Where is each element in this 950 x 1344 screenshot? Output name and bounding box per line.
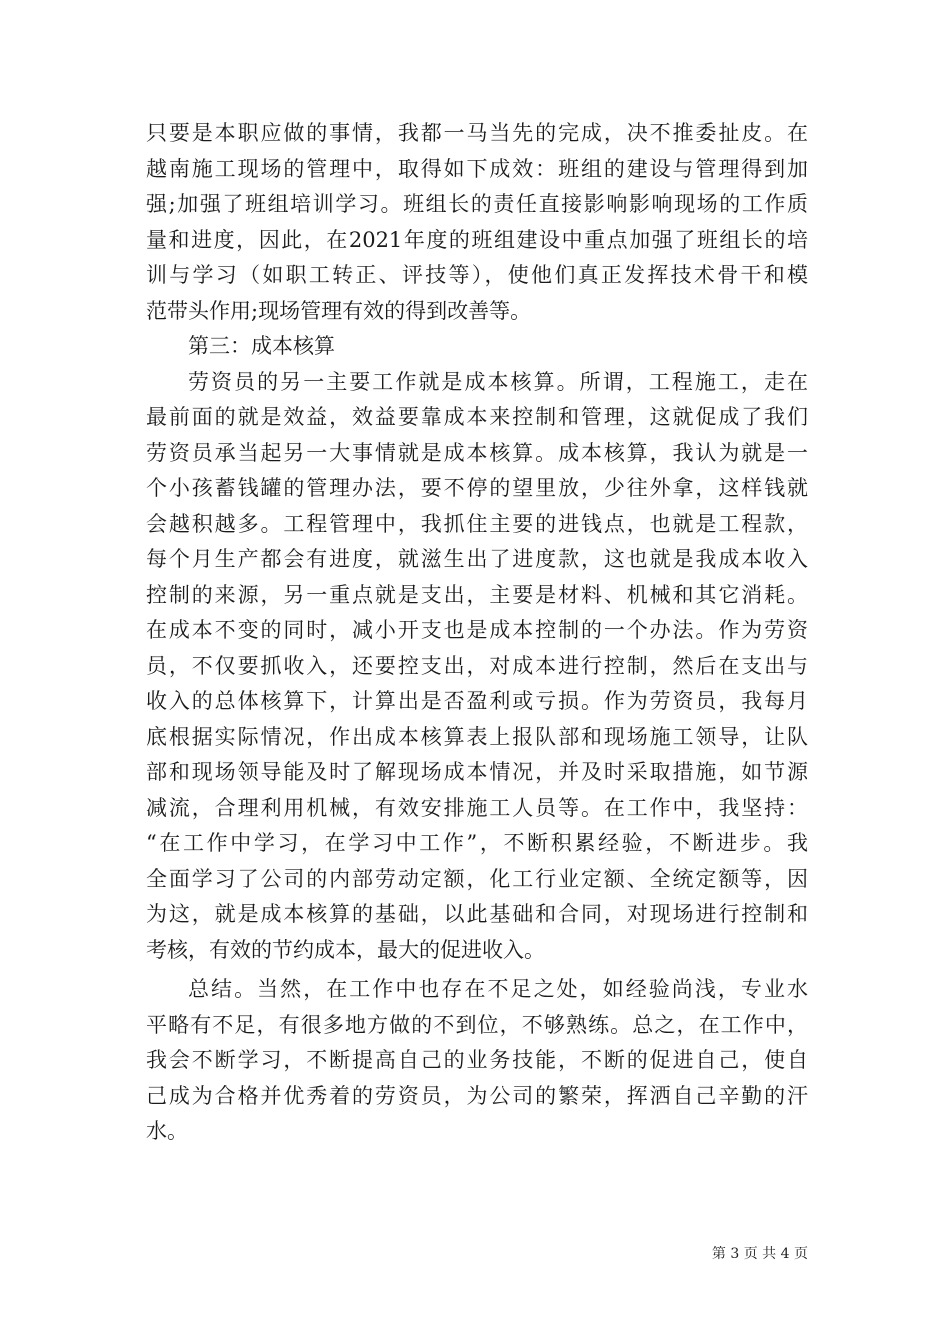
text-line: 在成本不变的同时，减小开支也是成本控制的一个办法。作为劳资 [146,618,808,642]
text-line: 水。 [146,1119,188,1143]
text-line: 底根据实际情况，作出成本核算表上报队部和现场施工领导，让队 [146,724,808,749]
text-line: 最前面的就是效益，效益要靠成本来控制和管理，这就促成了我们 [146,405,808,429]
paragraph-1 [146,116,808,329]
text-line: 越南施工现场的管理中，取得如下成效：班组的建设与管理得到加 [146,156,808,181]
text-line: 减流，合理利用机械，有效安排施工人员等。在工作中，我坚持： [146,795,808,820]
text-line: 我会不断学习，不断提高自己的业务技能，不断的促进自己，使自 [146,1048,808,1072]
document-body [146,116,808,1150]
text-line: 收入的总体核算下，计算出是否盈利或亏损。作为劳资员，我每月 [146,689,808,713]
text-line: “在工作中学习，在学习中工作”，不断积累经验，不断进步。我 [146,831,808,855]
text-line: 劳资员的另一主要工作就是成本核算。所谓，工程施工，走在 [188,369,808,394]
text-line: 为这，就是成本核算的基础，以此基础和合同，对现场进行控制和 [146,902,808,926]
text-line: 平略有不足，有很多地方做的不到位，不够熟练。总之，在工作中， [146,1012,808,1037]
text-line: 个小孩蓄钱罐的管理办法，要不停的望里放，少往外拿，这样钱就 [146,476,808,500]
text-line: 考核，有效的节约成本，最大的促进收入。 [146,937,545,962]
text-line: 控制的来源，另一重点就是支出，主要是材料、机械和其它消耗。 [146,582,808,607]
text-line: 强;加强了班组培训学习。班组长的责任直接影响影响现场的工作质 [146,192,808,216]
text-line: 每个月生产都会有进度，就滋生出了进度款，这也就是我成本收入 [146,547,808,571]
text-line: 员，不仅要抓收入，还要控支出，对成本进行控制，然后在支出与 [146,653,808,678]
text-line: 劳资员承当起另一大事情就是成本核算。成本核算，我认为就是一 [146,440,808,465]
text-line: 训与学习（如职工转正、评技等），使他们真正发挥技术骨干和模 [146,263,808,287]
section-heading: 第三：成本核算 [188,334,335,358]
text-line: 范带头作用;现场管理有效的得到改善等。 [146,298,532,323]
paragraph-3 [146,972,808,1150]
text-line: 己成为合格并优秀着的劳资员，为公司的繁荣，挥洒自己辛勤的汗 [146,1083,808,1108]
text-line: 部和现场领导能及时了解现场成本情况，并及时采取措施，如节源 [146,760,808,784]
text-line: 总结。当然，在工作中也存在不足之处，如经验尚浅，专业水 [188,977,808,1001]
text-line: 量和进度，因此，在2021年度的班组建设中重点加强了班组长的培 [146,227,808,252]
text-line: 只要是本职应做的事情，我都一马当先的完成，决不推委扯皮。在 [146,121,808,145]
text-line: 会越积越多。工程管理中，我抓住主要的进钱点，也就是工程款， [146,511,808,536]
text-line: 全面学习了公司的内部劳动定额，化工行业定额、全统定额等，因 [146,866,808,891]
page-number: 第 3 页 共 4 页 [711,1246,808,1262]
paragraph-2 [146,365,808,969]
